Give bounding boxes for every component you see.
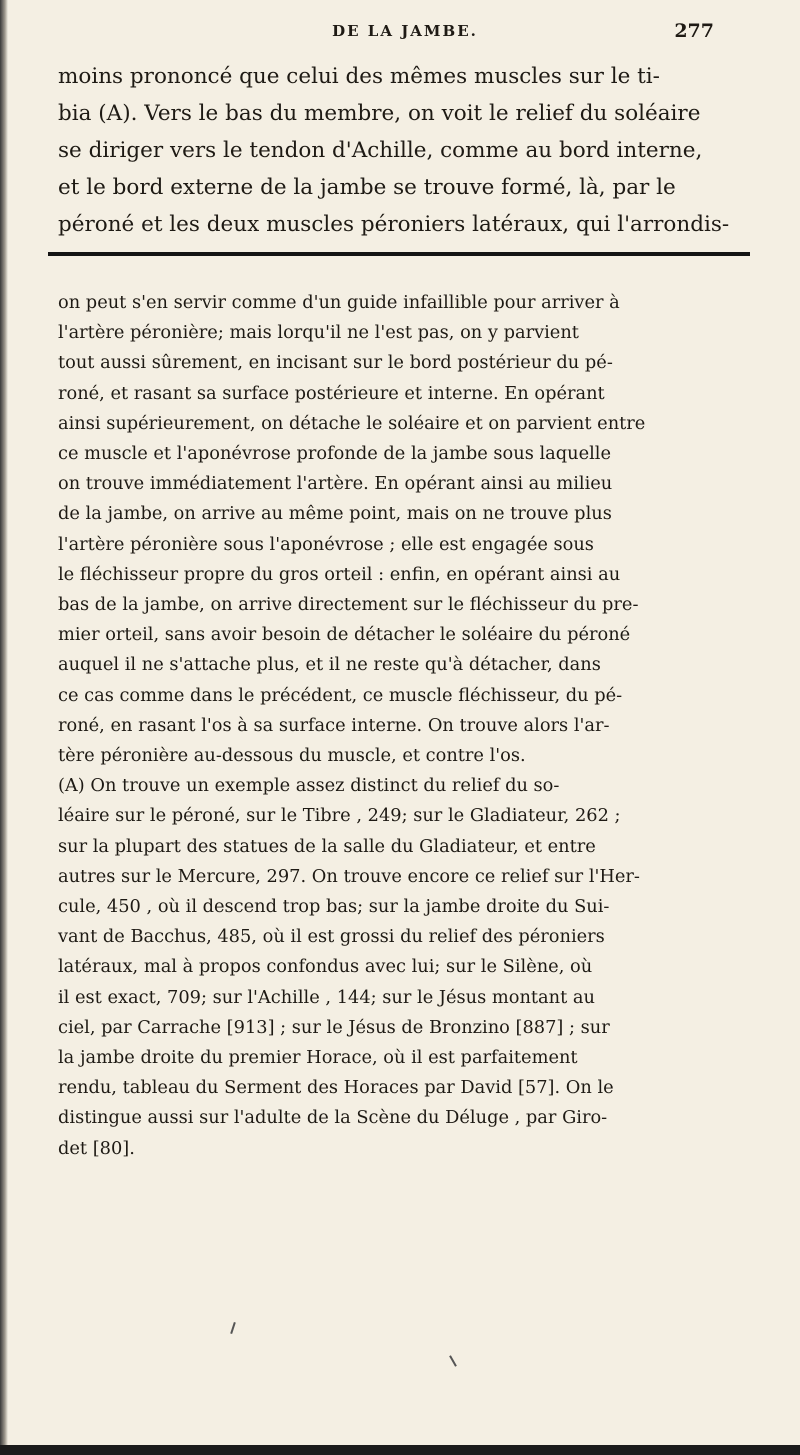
footnote-line: de la jambe, on arrive au même point, mais on ne trouve plus [58, 503, 612, 525]
binding-shadow [0, 0, 8, 1455]
footnote-line: auquel il ne s'attache plus, et il ne reste qu'à détacher, dans [58, 654, 601, 676]
footnote-line: det [80]. [58, 1137, 135, 1159]
footnote-text [58, 288, 746, 1164]
footnote-line: roné, et rasant sa surface postérieure et interne. En opérant [58, 382, 605, 404]
footnote-line: léaire sur le péroné, sur le Tibre , 249; sur le Gladiateur, 262 ; [58, 805, 621, 827]
body-line: péroné et les deux muscles péroniers latéraux, qui l'arrondis- [58, 212, 730, 237]
footnote-line: mier orteil, sans avoir besoin de détacher le soléaire du péroné [58, 624, 631, 646]
footnote-line: roné, en rasant l'os à sa surface interne. On trouve alors l'ar- [58, 714, 610, 736]
footnote-line: tout aussi sûrement, en incisant sur le bord postérieur du pé- [58, 352, 613, 374]
footnote-line: vant de Bacchus, 485, où il est grossi du relief des péroniers [58, 926, 605, 948]
footnote-line: on peut s'en servir comme d'un guide infaillible pour arriver à [58, 292, 620, 313]
footnote-line: ce muscle et l'aponévrose profonde de la jambe sous laquelle [58, 443, 612, 465]
footnote-line: ce cas comme dans le précédent, ce muscle fléchisseur, du pé- [58, 684, 623, 706]
page-number: 277 [674, 20, 714, 42]
main-text [58, 58, 738, 243]
footnote-line: autres sur le Mercure, 297. On trouve encore ce relief sur l'Her- [58, 865, 640, 887]
footnote-line: rendu, tableau du Serment des Horaces par David [57]. On le [58, 1077, 614, 1099]
footnote-line: la jambe droite du premier Horace, où il est parfaitement [58, 1047, 578, 1069]
footnote-line: le fléchisseur propre du gros orteil : enfin, en opérant ainsi au [58, 563, 621, 585]
footnote-line: il est exact, 709; sur l'Achille , 144; sur le Jésus montant au [58, 986, 595, 1008]
body-line: moins prononcé que celui des mêmes muscles sur le ti- [58, 64, 660, 89]
body-line: et le bord externe de la jambe se trouve formé, là, par le [58, 175, 676, 200]
running-head [96, 16, 714, 46]
footnote-separator-rule [48, 252, 750, 256]
footnote-line: l'artère péronière sous l'aponévrose ; elle est engagée sous [58, 533, 594, 555]
footnote-line: sur la plupart des statues de la salle du Gladiateur, et entre [58, 835, 596, 857]
footnote-line: distingue aussi sur l'adulte de la Scène du Déluge , par Giro- [58, 1107, 608, 1129]
footnote-line: tère péronière au-dessous du muscle, et contre l'os. [58, 745, 526, 767]
footnote-line: bas de la jambe, on arrive directement sur le fléchisseur du pre- [58, 594, 639, 616]
stray-ink-mark [449, 1355, 457, 1366]
footnote-line: ainsi supérieurement, on détache le soléaire et on parvient entre [58, 412, 646, 434]
footnote-line: ciel, par Carrache [913] ; sur le Jésus de Bronzino [887] ; sur [58, 1016, 610, 1038]
footnote-line: latéraux, mal à propos confondus avec lui; sur le Silène, où [58, 956, 593, 978]
stray-ink-mark [230, 1322, 236, 1334]
footnote-line: cule, 450 , où il descend trop bas; sur la jambe droite du Sui- [58, 896, 610, 918]
footnote-line: l'artère péronière; mais lorqu'il ne l'est pas, on y parvient [58, 322, 579, 344]
footnote-line: on trouve immédiatement l'artère. En opérant ainsi au milieu [58, 473, 613, 495]
footnote-line: (A) On trouve un exemple assez distinct du relief du so- [58, 775, 560, 797]
running-title: DE LA JAMBE. [332, 22, 478, 40]
body-line: bia (A). Vers le bas du membre, on voit le relief du soléaire [58, 101, 701, 126]
body-line: se diriger vers le tendon d'Achille, comme au bord interne, [58, 138, 703, 163]
page-bottom-edge [0, 1445, 800, 1455]
